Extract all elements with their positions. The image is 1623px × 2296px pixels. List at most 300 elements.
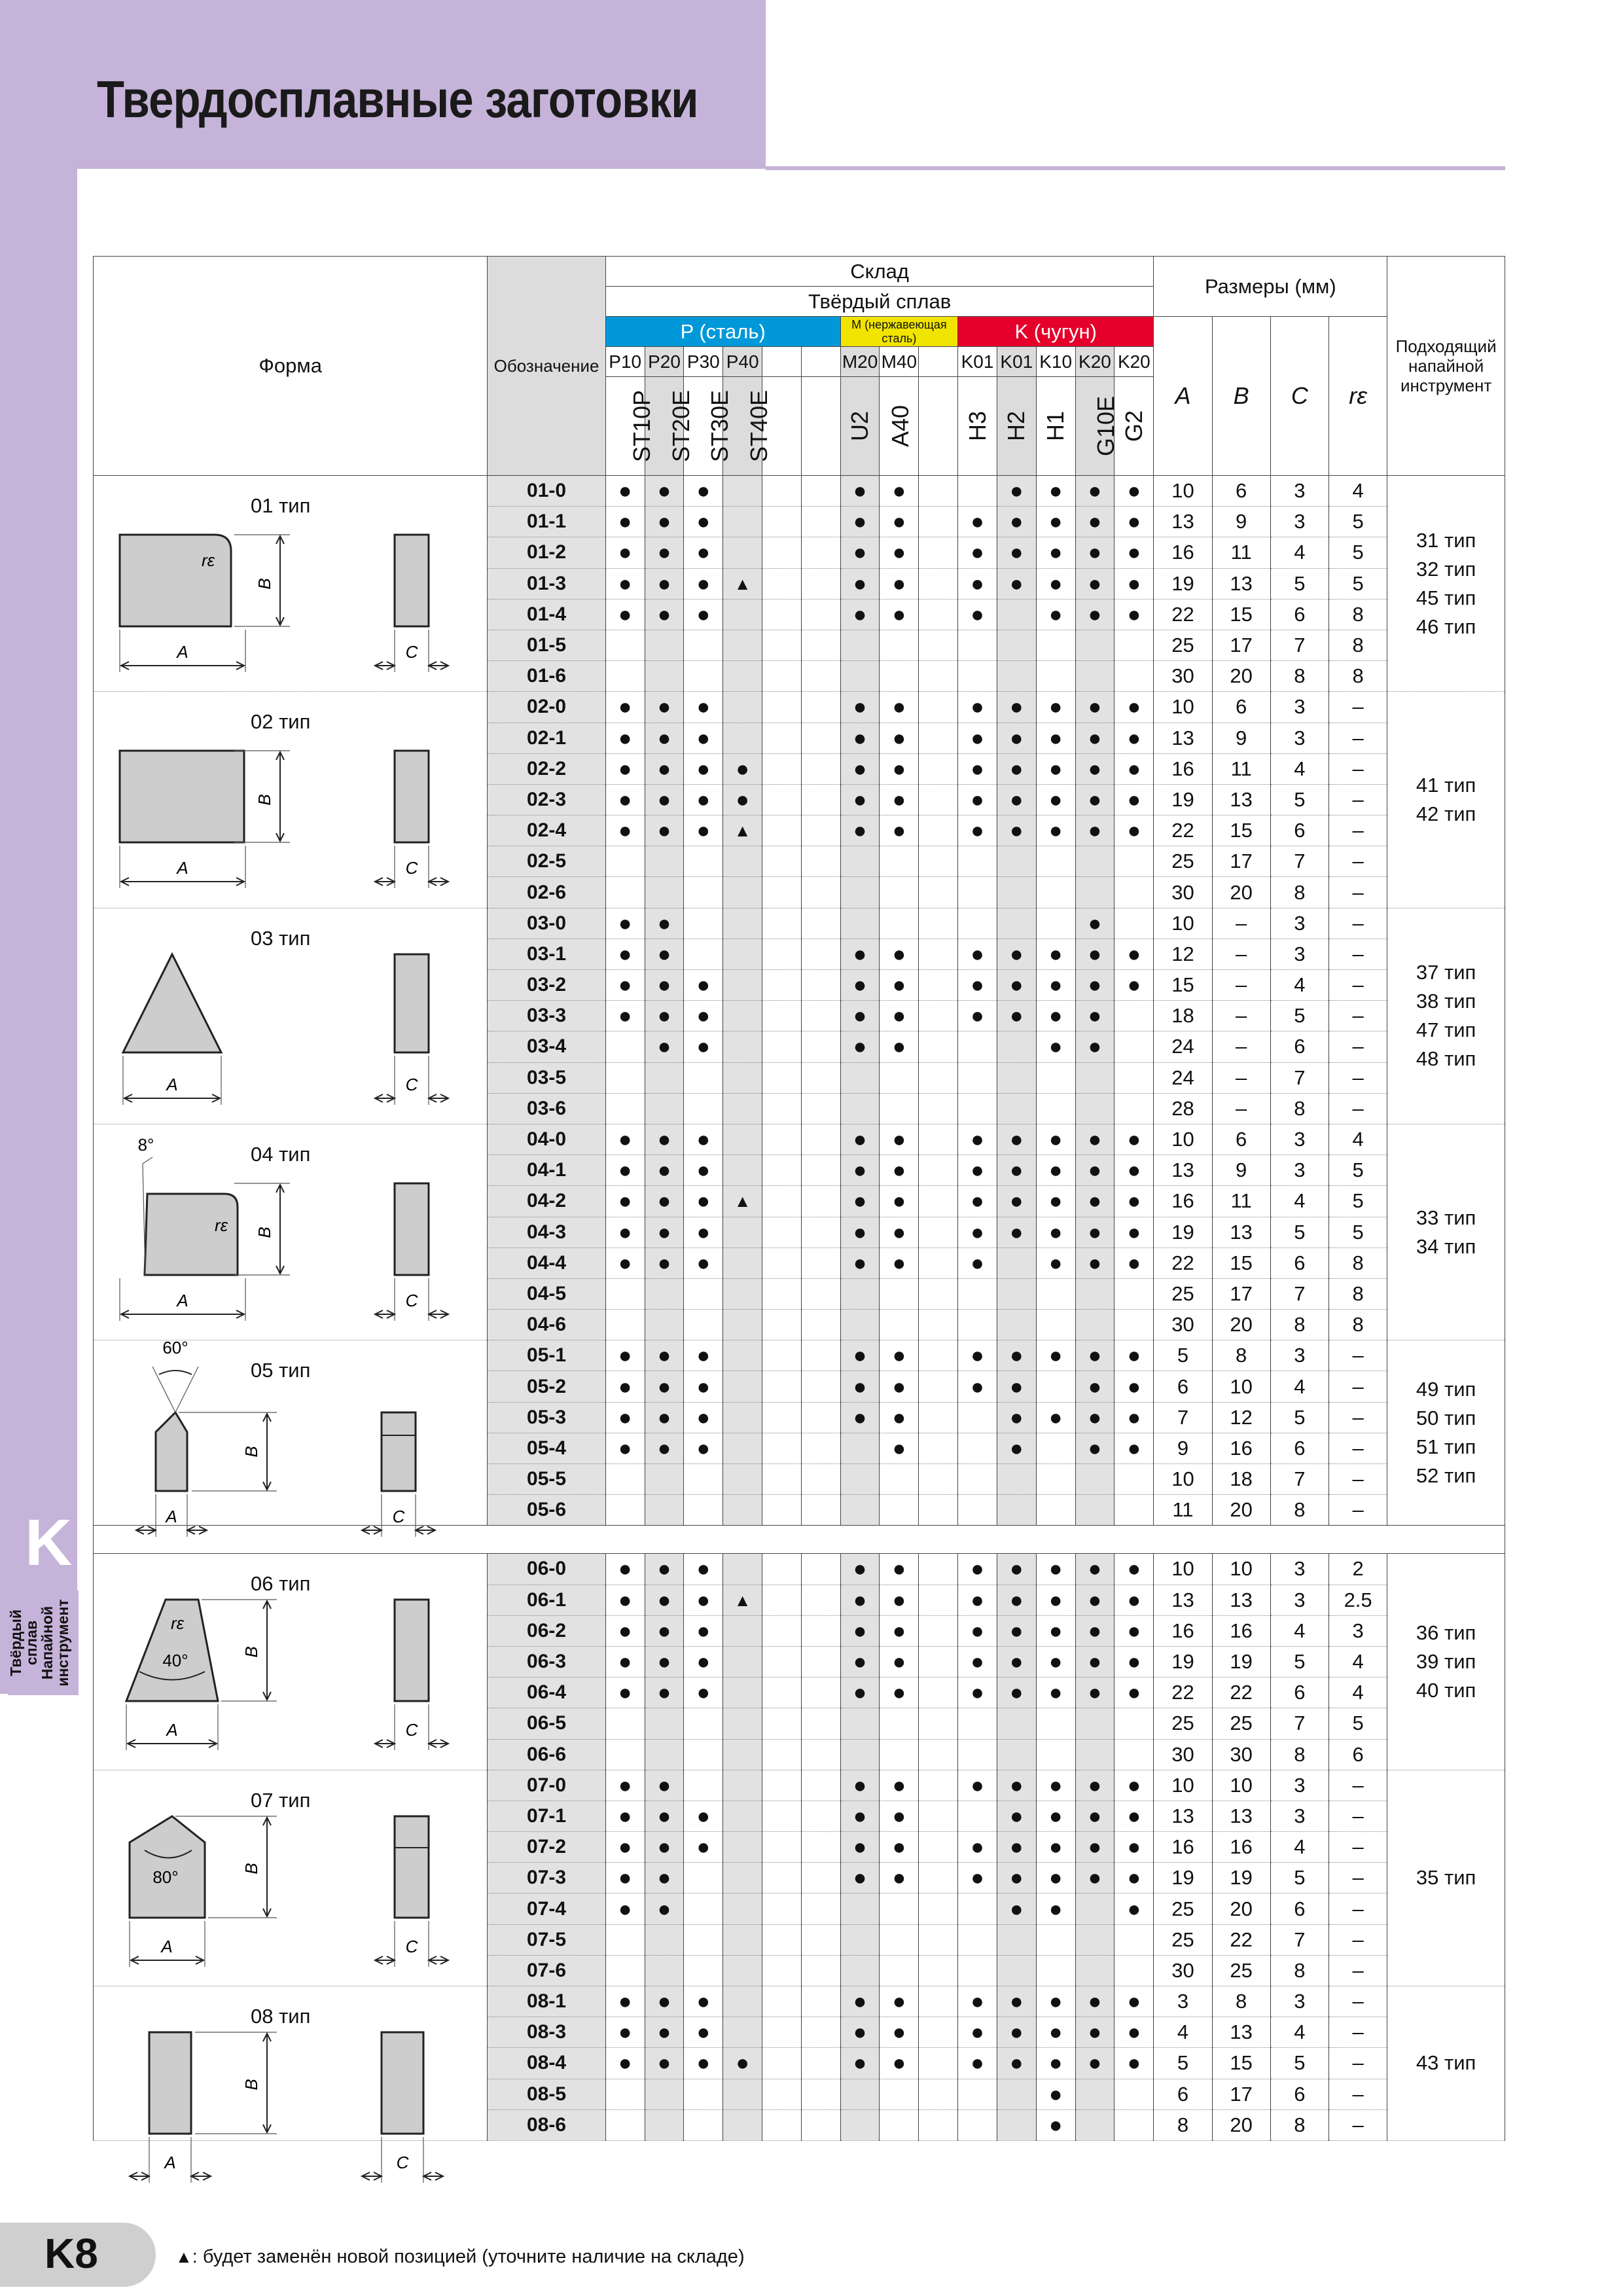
availability-mark xyxy=(919,1708,958,1739)
availability-mark xyxy=(762,1247,802,1278)
availability-mark xyxy=(840,630,880,660)
dimension-value: 4 xyxy=(1329,1677,1387,1708)
dimension-value: 25 xyxy=(1212,1955,1270,1986)
availability-mark xyxy=(762,1615,802,1646)
dimension-value: 20 xyxy=(1212,2109,1270,2140)
shape-cell xyxy=(94,908,488,1124)
insert-shape xyxy=(123,954,221,1052)
dimension-value: 2.5 xyxy=(1329,1585,1387,1615)
availability-mark: ● xyxy=(840,1554,880,1585)
shape-label: A xyxy=(177,858,188,878)
table-row xyxy=(94,908,1505,939)
availability-mark xyxy=(997,661,1036,692)
availability-mark xyxy=(1115,1278,1154,1309)
availability-mark: ● xyxy=(1075,1217,1115,1247)
availability-mark xyxy=(880,1924,919,1955)
dimension-value: 6 xyxy=(1270,1031,1329,1062)
designation-code: 07-0 xyxy=(488,1770,605,1801)
availability-mark xyxy=(919,568,958,599)
availability-mark: ● xyxy=(605,1893,645,1924)
availability-mark xyxy=(1075,1495,1115,1526)
availability-mark: ● xyxy=(840,1646,880,1677)
availability-mark xyxy=(1115,877,1154,908)
availability-mark: ● xyxy=(880,568,919,599)
availability-mark xyxy=(723,1001,762,1031)
availability-mark xyxy=(958,630,997,660)
suitable-tool-cell xyxy=(1387,1554,1505,1770)
availability-mark: ● xyxy=(1115,1217,1154,1247)
dimension-value: – xyxy=(1329,1402,1387,1433)
dimension-value: 6 xyxy=(1270,1247,1329,1278)
availability-mark xyxy=(684,661,723,692)
availability-mark: ● xyxy=(1075,1340,1115,1371)
availability-mark: ● xyxy=(1075,537,1115,568)
availability-mark: ● xyxy=(1115,753,1154,784)
dimension-value: 16 xyxy=(1154,1832,1212,1863)
availability-mark: ● xyxy=(880,816,919,846)
availability-mark xyxy=(919,1001,958,1031)
availability-mark: ● xyxy=(645,1217,684,1247)
insert-side-view xyxy=(382,1412,416,1491)
dimension-value: 5 xyxy=(1270,1402,1329,1433)
group-p: P (сталь) xyxy=(605,317,840,347)
availability-mark xyxy=(1036,1371,1075,1402)
grade-label: ST10P xyxy=(628,389,655,463)
availability-mark: ● xyxy=(958,692,997,723)
availability-mark xyxy=(958,2079,997,2109)
availability-mark xyxy=(997,1708,1036,1739)
availability-mark xyxy=(801,1093,840,1124)
availability-mark xyxy=(645,630,684,660)
dimension-value: 20 xyxy=(1212,1310,1270,1340)
shape-diagram xyxy=(94,1770,482,1986)
availability-mark xyxy=(762,599,802,630)
availability-mark xyxy=(1036,1708,1075,1739)
availability-mark xyxy=(762,1739,802,1770)
availability-mark: ● xyxy=(880,1677,919,1708)
availability-mark xyxy=(1036,1062,1075,1093)
dimension-value: 11 xyxy=(1212,1186,1270,1217)
dimension-value: 5 xyxy=(1270,1863,1329,1893)
availability-mark: ● xyxy=(684,723,723,753)
dimension-value: 9 xyxy=(1212,723,1270,753)
shape-label: C xyxy=(405,858,418,878)
availability-mark: ● xyxy=(605,1217,645,1247)
suitable-tool: 36 тип xyxy=(1416,1621,1476,1645)
availability-mark: ● xyxy=(605,1001,645,1031)
availability-mark xyxy=(723,1155,762,1186)
availability-mark xyxy=(1115,661,1154,692)
iso-code xyxy=(919,347,958,377)
availability-mark: ● xyxy=(645,1585,684,1615)
availability-mark xyxy=(801,1893,840,1924)
dimension-value: 9 xyxy=(1212,507,1270,537)
availability-mark: ● xyxy=(1115,476,1154,507)
shape-label: rε xyxy=(214,1215,228,1235)
availability-mark: ● xyxy=(605,1155,645,1186)
dimension-value: 4 xyxy=(1329,476,1387,507)
availability-mark xyxy=(762,784,802,815)
availability-mark xyxy=(1115,1955,1154,1986)
availability-mark: ● xyxy=(958,1340,997,1371)
dimension-value: 10 xyxy=(1154,476,1212,507)
designation-code: 01-1 xyxy=(488,507,605,537)
availability-mark xyxy=(1115,2109,1154,2140)
designation-code: 03-4 xyxy=(488,1031,605,1062)
extension-line xyxy=(152,1367,175,1412)
availability-mark: ● xyxy=(1036,537,1075,568)
availability-mark xyxy=(840,1278,880,1309)
availability-mark: ● xyxy=(840,816,880,846)
availability-mark: ● xyxy=(958,816,997,846)
designation-code: 02-6 xyxy=(488,877,605,908)
availability-mark: ● xyxy=(645,1893,684,1924)
shape-cell xyxy=(94,1340,488,1526)
availability-mark xyxy=(762,507,802,537)
availability-mark xyxy=(801,1955,840,1986)
designation-code: 07-2 xyxy=(488,1832,605,1863)
availability-mark: ● xyxy=(880,1832,919,1863)
availability-mark: ● xyxy=(684,1155,723,1186)
availability-mark xyxy=(997,1310,1036,1340)
availability-mark xyxy=(762,908,802,939)
availability-mark: ● xyxy=(1115,692,1154,723)
availability-mark xyxy=(1036,877,1075,908)
availability-mark xyxy=(801,1801,840,1831)
availability-mark xyxy=(684,1708,723,1739)
availability-mark: ● xyxy=(645,692,684,723)
availability-mark: ● xyxy=(645,568,684,599)
designation-code: 06-0 xyxy=(488,1554,605,1585)
availability-mark xyxy=(645,1310,684,1340)
availability-mark xyxy=(762,2079,802,2109)
availability-mark: ● xyxy=(880,939,919,969)
availability-mark: ● xyxy=(605,1770,645,1801)
dimension-value: – xyxy=(1329,2109,1387,2140)
designation-code: 05-6 xyxy=(488,1495,605,1526)
availability-mark: ● xyxy=(645,908,684,939)
availability-mark xyxy=(1115,630,1154,660)
availability-mark xyxy=(919,846,958,877)
availability-mark: ● xyxy=(880,1155,919,1186)
grade-label: U2 xyxy=(846,410,874,442)
dimension-value: 8 xyxy=(1329,1247,1387,1278)
availability-mark xyxy=(958,846,997,877)
availability-mark: ● xyxy=(1075,723,1115,753)
availability-mark xyxy=(880,1062,919,1093)
dimension-value: 6 xyxy=(1154,2079,1212,2109)
availability-mark xyxy=(684,877,723,908)
availability-mark: ● xyxy=(840,1677,880,1708)
dimension-value: 16 xyxy=(1212,1615,1270,1646)
designation-code: 01-5 xyxy=(488,630,605,660)
designation-code: 06-2 xyxy=(488,1615,605,1646)
availability-mark: ● xyxy=(645,753,684,784)
dimension-value: 5 xyxy=(1270,1217,1329,1247)
header-rule xyxy=(766,166,1505,170)
availability-mark xyxy=(762,2048,802,2079)
availability-mark xyxy=(723,1371,762,1402)
availability-mark: ● xyxy=(645,939,684,969)
availability-mark: ▲ xyxy=(723,568,762,599)
availability-mark xyxy=(919,1801,958,1831)
availability-mark: ● xyxy=(1036,2017,1075,2048)
availability-mark: ● xyxy=(840,599,880,630)
shape-label: C xyxy=(392,1507,405,1527)
separator-cell xyxy=(94,1526,1505,1554)
dimension-value: 6 xyxy=(1270,816,1329,846)
dimension-value: – xyxy=(1329,753,1387,784)
availability-mark: ● xyxy=(997,816,1036,846)
availability-mark: ● xyxy=(684,568,723,599)
grade-name xyxy=(801,377,840,476)
availability-mark: ● xyxy=(840,939,880,969)
dimension-value: 25 xyxy=(1154,1924,1212,1955)
availability-mark xyxy=(919,816,958,846)
availability-mark xyxy=(997,1093,1036,1124)
availability-mark xyxy=(645,1278,684,1309)
availability-mark xyxy=(645,1464,684,1495)
dimension-value: 17 xyxy=(1212,846,1270,877)
side-strip-bottom xyxy=(0,1694,77,2296)
availability-mark: ● xyxy=(958,1124,997,1155)
dimension-value: 5 xyxy=(1270,568,1329,599)
shape-label: A xyxy=(164,2153,176,2172)
availability-mark xyxy=(762,1402,802,1433)
suitable-tool: 52 тип xyxy=(1416,1464,1476,1488)
availability-mark: ● xyxy=(997,1801,1036,1831)
suitable-tool: 39 тип xyxy=(1416,1650,1476,1674)
availability-mark xyxy=(919,1310,958,1340)
availability-mark: ● xyxy=(997,753,1036,784)
dimension-value: 12 xyxy=(1154,939,1212,969)
table-row xyxy=(94,692,1505,723)
extension-line xyxy=(175,1367,198,1412)
dimension-value: 13 xyxy=(1154,507,1212,537)
designation-code: 03-1 xyxy=(488,939,605,969)
availability-mark: ● xyxy=(1075,753,1115,784)
availability-mark xyxy=(762,1495,802,1526)
availability-mark xyxy=(801,753,840,784)
availability-mark: ● xyxy=(605,568,645,599)
suitable-tool: 43 тип xyxy=(1416,2051,1476,2075)
dimension-value: 13 xyxy=(1212,1801,1270,1831)
availability-mark xyxy=(997,846,1036,877)
grade-name xyxy=(1115,377,1154,476)
availability-mark: ● xyxy=(840,692,880,723)
availability-mark: ● xyxy=(1075,1585,1115,1615)
availability-mark: ● xyxy=(880,2048,919,2079)
designation-code: 03-5 xyxy=(488,1062,605,1093)
availability-mark: ● xyxy=(605,1124,645,1155)
dimension-value: 8 xyxy=(1329,599,1387,630)
availability-mark xyxy=(762,1770,802,1801)
availability-mark xyxy=(1075,1093,1115,1124)
iso-code: M20 xyxy=(840,347,880,377)
availability-mark: ● xyxy=(684,1186,723,1217)
dimension-value: 22 xyxy=(1154,599,1212,630)
designation-code: 04-6 xyxy=(488,1310,605,1340)
availability-mark: ● xyxy=(997,2017,1036,2048)
availability-mark xyxy=(801,1708,840,1739)
availability-mark: ● xyxy=(880,1124,919,1155)
availability-mark: ● xyxy=(840,1832,880,1863)
availability-mark xyxy=(840,1708,880,1739)
suitable-tool-cell xyxy=(1387,1770,1505,1986)
availability-mark xyxy=(1115,1062,1154,1093)
dimension-value: 15 xyxy=(1154,970,1212,1001)
availability-mark xyxy=(1075,1062,1115,1093)
availability-mark xyxy=(801,2048,840,2079)
designation-code: 01-2 xyxy=(488,537,605,568)
insert-side-view xyxy=(395,1600,429,1701)
availability-mark: ● xyxy=(997,476,1036,507)
shape-diagram xyxy=(94,908,482,1124)
availability-mark: ● xyxy=(605,692,645,723)
availability-mark xyxy=(801,1062,840,1093)
availability-mark: ● xyxy=(997,1863,1036,1893)
dimension-value: 25 xyxy=(1154,846,1212,877)
dimension-value: 3 xyxy=(1270,908,1329,939)
availability-mark: ● xyxy=(684,1001,723,1031)
dimension-value: 16 xyxy=(1154,1186,1212,1217)
dimension-value: – xyxy=(1329,2017,1387,2048)
availability-mark xyxy=(723,1801,762,1831)
availability-mark xyxy=(723,1124,762,1155)
availability-mark xyxy=(840,1093,880,1124)
dimension-value: 4 xyxy=(1270,1186,1329,1217)
insert-side-view xyxy=(395,751,429,842)
dimension-value: 8 xyxy=(1329,630,1387,660)
availability-mark: ● xyxy=(645,1986,684,2017)
availability-mark: ● xyxy=(840,1585,880,1615)
footnote-text: : будет заменён новой позицией (уточните наличие на складе) xyxy=(192,2246,745,2267)
availability-mark xyxy=(762,939,802,969)
dimension-value: – xyxy=(1329,723,1387,753)
availability-mark xyxy=(801,1646,840,1677)
availability-mark xyxy=(723,1677,762,1708)
designation-code: 04-5 xyxy=(488,1278,605,1309)
availability-mark xyxy=(684,1464,723,1495)
availability-mark: ● xyxy=(1075,507,1115,537)
dimension-value: 13 xyxy=(1154,1155,1212,1186)
shape-label: rε xyxy=(201,550,215,570)
dimension-value: 8 xyxy=(1154,2109,1212,2140)
availability-mark: ● xyxy=(645,1615,684,1646)
section-separator xyxy=(94,1526,1505,1554)
dimension-value: 8 xyxy=(1270,1310,1329,1340)
designation-code: 01-0 xyxy=(488,476,605,507)
availability-mark: ● xyxy=(1075,908,1115,939)
availability-mark xyxy=(1036,1278,1075,1309)
dimension-value: 28 xyxy=(1154,1093,1212,1124)
extension-line xyxy=(143,1157,152,1164)
dimension-value: 30 xyxy=(1154,1310,1212,1340)
dimension-value: 7 xyxy=(1270,1464,1329,1495)
dimension-value: 8 xyxy=(1329,1278,1387,1309)
availability-mark: ● xyxy=(958,1585,997,1615)
availability-mark xyxy=(762,1677,802,1708)
availability-mark xyxy=(801,1217,840,1247)
availability-mark: ▲ xyxy=(723,816,762,846)
grade-name xyxy=(605,377,655,476)
designation-code: 02-2 xyxy=(488,753,605,784)
availability-mark xyxy=(958,1801,997,1831)
suitable-tool: 37 тип xyxy=(1416,961,1476,984)
footnote-symbol: ▲ xyxy=(175,2247,192,2267)
availability-mark xyxy=(919,1955,958,1986)
availability-mark xyxy=(723,1615,762,1646)
availability-mark xyxy=(801,1770,840,1801)
availability-mark xyxy=(762,1893,802,1924)
dimension-value: 5 xyxy=(1270,1646,1329,1677)
designation-code: 07-5 xyxy=(488,1924,605,1955)
availability-mark xyxy=(919,2017,958,2048)
availability-mark xyxy=(919,1495,958,1526)
shape-diagram xyxy=(94,1124,482,1340)
dimension-value: 22 xyxy=(1212,1924,1270,1955)
availability-mark xyxy=(723,1217,762,1247)
availability-mark: ● xyxy=(880,507,919,537)
availability-mark xyxy=(840,1310,880,1340)
availability-mark: ● xyxy=(997,1217,1036,1247)
availability-mark: ● xyxy=(684,1124,723,1155)
availability-mark xyxy=(958,1310,997,1340)
availability-mark: ● xyxy=(880,1554,919,1585)
availability-mark: ● xyxy=(684,507,723,537)
availability-mark: ● xyxy=(958,568,997,599)
availability-mark xyxy=(958,1278,997,1309)
availability-mark xyxy=(801,1402,840,1433)
availability-mark xyxy=(919,1770,958,1801)
dimension-value: 7 xyxy=(1270,1062,1329,1093)
availability-mark xyxy=(723,1433,762,1463)
availability-mark xyxy=(605,846,645,877)
availability-mark: ● xyxy=(1036,1031,1075,1062)
availability-mark xyxy=(1115,1310,1154,1340)
availability-mark xyxy=(958,2109,997,2140)
availability-mark: ● xyxy=(1075,970,1115,1001)
designation-code: 04-4 xyxy=(488,1247,605,1278)
availability-mark xyxy=(919,630,958,660)
availability-mark xyxy=(645,2109,684,2140)
availability-mark xyxy=(645,1062,684,1093)
dimension-value: 4 xyxy=(1270,537,1329,568)
dimension-value: 16 xyxy=(1154,537,1212,568)
availability-mark xyxy=(1115,1031,1154,1062)
availability-mark xyxy=(1036,630,1075,660)
dimension-value: 13 xyxy=(1212,2017,1270,2048)
shape-label: A xyxy=(166,1507,177,1527)
insert-side-view xyxy=(395,535,429,626)
dimension-value: 3 xyxy=(1270,1585,1329,1615)
availability-mark: ● xyxy=(684,1832,723,1863)
dimension-value: 16 xyxy=(1154,1615,1212,1646)
dimension-value: 6 xyxy=(1270,2079,1329,2109)
designation-code: 08-6 xyxy=(488,2109,605,2140)
availability-mark xyxy=(723,1646,762,1677)
shape-label: 40° xyxy=(162,1651,188,1671)
availability-mark xyxy=(919,1062,958,1093)
availability-mark: ● xyxy=(997,1585,1036,1615)
availability-mark: ● xyxy=(1075,1863,1115,1893)
availability-mark: ● xyxy=(684,2048,723,2079)
availability-mark: ● xyxy=(840,1247,880,1278)
availability-mark: ● xyxy=(880,1402,919,1433)
section-label-line: Напайной xyxy=(39,1605,56,1680)
dimension-value: 3 xyxy=(1270,476,1329,507)
availability-mark: ● xyxy=(684,1585,723,1615)
